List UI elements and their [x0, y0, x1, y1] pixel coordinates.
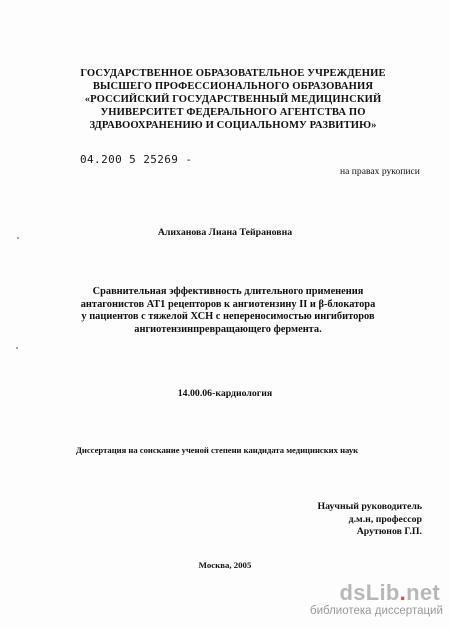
institution-line-2: ВЫСШЕГО ПРОФЕССИОНАЛЬНОГО ОБРАЗОВАНИЯ — [92, 81, 374, 92]
institution-header — [78, 67, 388, 132]
supervisor-degree: д.м.н, профессор — [348, 513, 422, 525]
dslib-watermark-logo[interactable] — [310, 580, 443, 621]
watermark-brand-tld: net — [406, 580, 440, 605]
institution-line-1: ГОСУДАРСТВЕННОЕ ОБРАЗОВАТЕЛЬНОЕ УЧРЕЖДЕНИЕ — [80, 68, 386, 79]
watermark-brand — [310, 581, 440, 605]
supervisor-role: Научный руководитель — [317, 501, 422, 512]
scan-speck — [16, 347, 18, 349]
dissertation-title — [48, 286, 408, 336]
title-line-1: Сравнительная эффективность длительного применения — [92, 286, 364, 297]
institution-line-3: «РОССИЙСКИЙ ГОСУДАРСТВЕННЫЙ МЕДИЦИНСКИЙ — [84, 94, 382, 105]
supervisor-name: Арутюнов Г.П. — [356, 526, 422, 537]
title-line-4: ангиотензинпревращающего фермента. — [134, 323, 322, 335]
dissertation-degree-note: Диссертация на соискание ученой степени кандидата медицинских наук — [76, 445, 359, 455]
rights-note: на правах рукописи — [340, 166, 420, 177]
author-name: Алиханова Лиана Тейрановна — [157, 227, 293, 238]
title-line-3: у пациентов с тяжелой ХСН с непереносимостью ингибиторов — [81, 311, 375, 323]
title-line-2: антагонистов АТ1 рецепторов к ангиотензину II и β-блокатора — [80, 298, 376, 310]
supervisor-block — [318, 501, 423, 539]
specialty-code: 14.00.06-кардиология — [177, 388, 273, 399]
watermark-subtitle: библиотека диссертаций — [310, 605, 443, 617]
watermark-brand-dot: . — [399, 580, 407, 605]
registry-stamp-number: 04.200 5 25269 - — [80, 153, 193, 166]
city-year: Москва, 2005 — [198, 560, 252, 570]
institution-line-4: УНИВЕРСИТЕТ ФЕДЕРАЛЬНОГО АГЕНТСТВА ПО — [100, 107, 366, 118]
watermark-brand-main: dsLib — [339, 580, 400, 605]
institution-line-5: ЗДРАВООХРАНЕНИЮ И СОЦИАЛЬНОМУ РАЗВИТИЮ» — [89, 120, 377, 131]
